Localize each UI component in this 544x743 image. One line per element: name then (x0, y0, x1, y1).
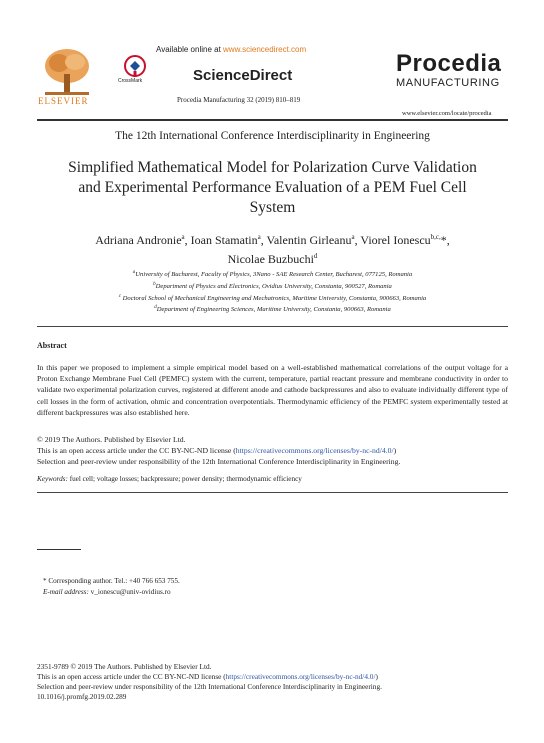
affiliation-text: University of Bucharest, Faculty of Physics, 3Nano - SAE Research Center, Bucharest, 077125, Romania (135, 271, 413, 279)
available-online (156, 45, 306, 54)
journal-website[interactable]: www.elsevier.com/locate/procedia (402, 110, 492, 117)
author-sup: a (257, 233, 261, 241)
procedia-logo (396, 52, 508, 90)
abstract-divider-bottom (37, 492, 508, 493)
paper-title (37, 158, 508, 218)
affiliation (37, 268, 508, 280)
copyright-block (37, 435, 508, 467)
affiliation-text: Department of Physics and Electronics, Ovidius University, Constanta, 900527, Romania (155, 282, 392, 290)
elsevier-wordmark: ELSEVIER (38, 96, 89, 106)
procedia-subtitle: MANUFACTURING (396, 77, 500, 89)
email-line (43, 587, 180, 598)
bottom-license-link[interactable]: https://creativecommons.org/licenses/by-nc-nd/4.0/ (225, 672, 376, 681)
affiliations (37, 268, 508, 315)
bottom-peer-review: Selection and peer-review under responsibility of the 12th International Conference Interdisciplinarity in Engineering. (37, 682, 382, 691)
author-sup: b,c, (430, 233, 441, 241)
keywords-text: fuel cell; voltage losses; backpressure; power density; thermodynamic efficiency (67, 475, 302, 483)
conference-name: The 12th International Conference Interdisciplinarity in Engineering (115, 130, 430, 142)
bottom-license-prefix: This is an open access article under the CC BY-NC-ND license ( (37, 672, 226, 681)
affiliation (37, 303, 508, 315)
available-prefix: Available online at (156, 45, 224, 54)
affiliation (37, 280, 508, 292)
email-address[interactable]: v_ionescu@univ-ovidius.ro (88, 588, 171, 596)
author-name: Adriana Andronie (95, 233, 182, 247)
issn-line: 2351-9789 © 2019 The Authors. Published by Elsevier Ltd. (37, 662, 212, 671)
author-sup: a (351, 233, 355, 241)
bottom-license-suffix: ) (375, 672, 378, 681)
journal-citation: Procedia Manufacturing 32 (2019) 810–819 (177, 96, 301, 104)
affiliation-sup: a (132, 270, 136, 275)
affiliation-text: Doctoral School of Mechanical Engineering and Mechatronics, Maritime University, Constanta, 900663, Romania (121, 294, 427, 302)
procedia-wordmark: Procedia (396, 50, 502, 77)
corresponding-mark: *, (440, 233, 450, 247)
abstract-text: In this paper we proposed to implement a simple empirical model based on a well-established mathematical correlations of the output voltage for a Proton Exchange Membrane Fuel Cell (PEMFC) system with the current, temperature, partial reactant pressure and membrane conductivity in order to validate two experimental polarization curves, registered at different anode and cathode backpressures and also to evaluate individually different type of cell losses in the form of activation, ohmic and concentration overpotentials. Thermodynamic efficiency of the PEMFC system experimentally tested at different backpressures was also established here. (37, 363, 508, 417)
header-divider (37, 119, 508, 121)
footnote-rule (37, 549, 81, 550)
abstract-divider-top (37, 326, 508, 327)
affiliation-sup: b (153, 281, 156, 287)
corresponding-author: * Corresponding author. Tel.: +40 766 653 755. (43, 577, 180, 585)
author-sup: d (313, 252, 318, 260)
author-name: Nicolae Buzbuchi (227, 252, 314, 266)
keywords-label: Keywords: (37, 475, 68, 483)
affiliation-sup: d (154, 305, 157, 311)
affiliation-sup: c (118, 293, 121, 299)
sciencedirect-link[interactable]: www.sciencedirect.com (223, 45, 307, 54)
peer-review-line: Selection and peer-review under responsibility of the 12th International Conference Interdisciplinarity in Engineering. (37, 456, 401, 466)
author-list (37, 229, 508, 267)
license-link[interactable]: https://creativecommons.org/licenses/by-nc-nd/4.0/ (235, 445, 394, 455)
abstract-heading: Abstract (37, 341, 67, 350)
crossmark-label: CrossMark (118, 78, 143, 84)
author-name: , Viorel Ionescu (354, 233, 431, 247)
email-label: E-mail address: (43, 588, 89, 596)
author-sup: a (181, 233, 185, 241)
affiliation-text: Department of Engineering Sciences, Maritime University, Constanta, 900663, Romania (156, 306, 391, 314)
bottom-notice (37, 662, 508, 702)
title-line: System (249, 199, 296, 216)
license-suffix: ) (393, 445, 397, 455)
copyright-line: © 2019 The Authors. Published by Elsevier Ltd. (37, 435, 186, 444)
keywords (37, 475, 508, 483)
doi[interactable]: 10.1016/j.promfg.2019.02.289 (37, 692, 127, 701)
bottom-license-line (37, 672, 508, 682)
license-line (37, 446, 508, 457)
title-line: and Experimental Performance Evaluation of a PEM Fuel Cell (78, 179, 467, 196)
author-name: , Valentin Girleanu (260, 233, 352, 247)
affiliation (37, 292, 508, 304)
author-name: , Ioan Stamatin (184, 233, 258, 247)
title-line: Simplified Mathematical Model for Polarization Curve Validation (68, 159, 477, 176)
license-prefix: This is an open access article under the CC BY-NC-ND license ( (37, 445, 236, 455)
footnote (43, 576, 180, 598)
sciencedirect-logo: ScienceDirect (193, 67, 293, 84)
